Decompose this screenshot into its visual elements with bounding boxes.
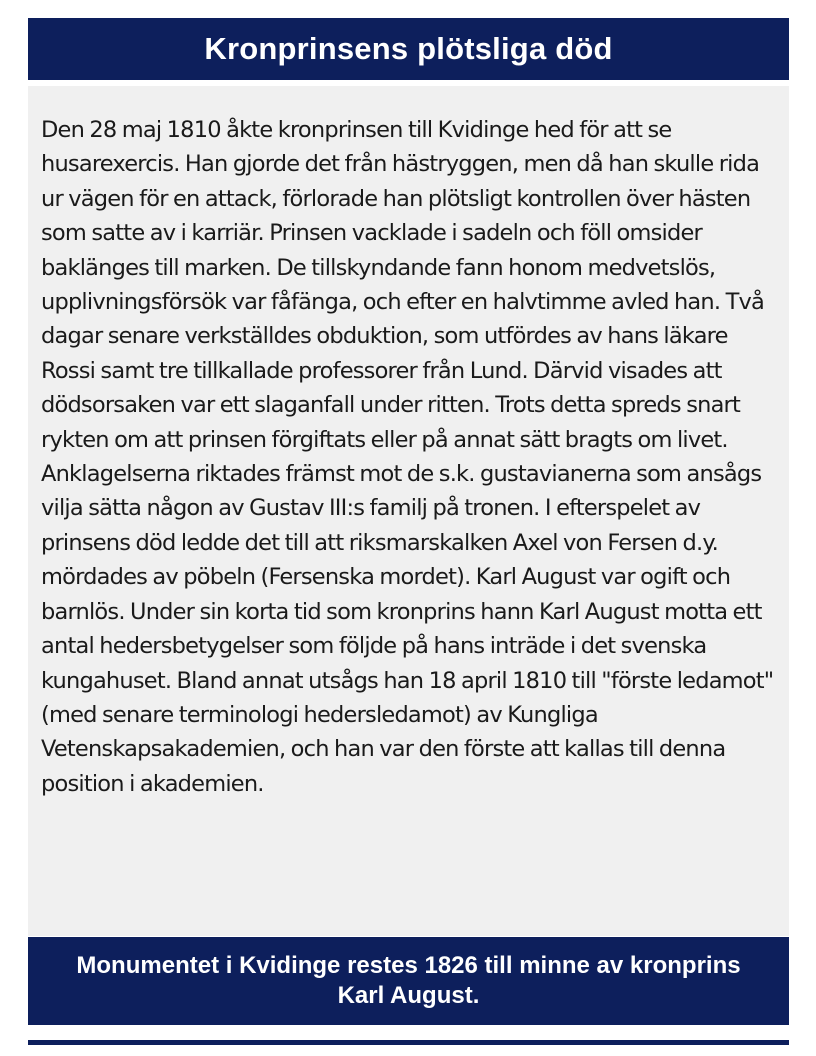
footer-caption: Monumentet i Kvidinge restes 1826 till minne av kronprins Karl August.: [28, 937, 789, 1025]
bottom-divider: [28, 1040, 789, 1045]
page-title: Kronprinsens plötsliga död: [28, 18, 789, 80]
body-paragraph: Den 28 maj 1810 åkte kronprinsen till Kvidinge hed för att se husarexercis. Han gjorde det från hästryggen, men då han skulle rida ur vägen för en attack, förlorade han plötsligt kontrollen över hästen som satte av i karriär. Prinsen vacklade i sadeln och föll omsider baklänges till marken. De tillskyndande fann honom medvetslös, upplivningsförsök var fåfänga, och efter en halvtimme avled han. Två dagar senare verkställdes obduktion, som utfördes av hans läkare Rossi samt tre tillkallade professorer från Lund. Därvid visades att dödsorsaken var ett slaganfall under ritten. Trots detta spreds snart rykten om att prinsen förgiftats eller på annat sätt bragts om livet. Anklagelserna riktades främst mot de s.k. gustavianerna som ansågs vilja sätta någon av Gustav III:s familj på tronen. I efterspelet av prinsens död ledde det till att riksmarskalken Axel von Fersen d.y. mördades av pöbeln (Fersenska mordet). Karl August var ogift och barnlös. Under sin korta tid som kronprins hann Karl August motta ett antal hedersbetygelser som följde på hans inträde i det svenska kungahuset. Bland annat utsågs han 18 april 1810 till "förste ledamot" (med senare terminologi hedersledamot) av Kungliga Vetenskapsakademien, och han var den förste att kallas till denna position i akademien.: [41, 117, 774, 797]
body-panel: [28, 86, 789, 936]
